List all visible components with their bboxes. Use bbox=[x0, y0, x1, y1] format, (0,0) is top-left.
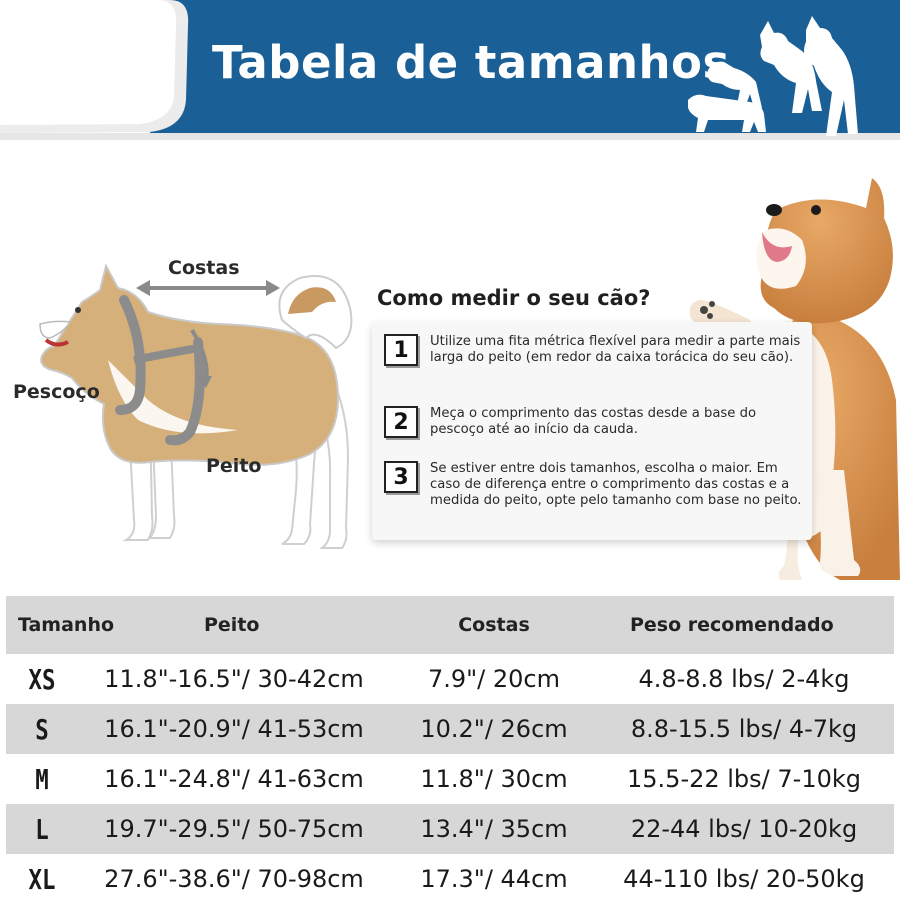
header-weight: Peso recomendado bbox=[630, 614, 834, 636]
chest-cell: 27.6"-38.6"/ 70-98cm bbox=[104, 865, 364, 893]
back-cell: 17.3"/ 44cm bbox=[420, 865, 568, 893]
weight-cell: 44-110 lbs/ 20-50kg bbox=[623, 865, 865, 893]
back-cell: 7.9"/ 20cm bbox=[427, 665, 561, 693]
table-row bbox=[6, 654, 894, 704]
header-banner bbox=[0, 0, 900, 140]
table-row bbox=[6, 754, 894, 804]
table-row bbox=[6, 854, 894, 900]
back-measure-arrow bbox=[136, 280, 280, 296]
page-title: Tabela de tamanhos bbox=[212, 36, 730, 89]
step-number-badge: 2 bbox=[384, 406, 418, 438]
table-header bbox=[6, 596, 894, 654]
step-text: Utilize uma fita métrica flexível para medir a parte mais larga do peito (em redor da caixa torácica do seu cão). bbox=[430, 334, 801, 365]
header-size: Tamanho bbox=[17, 614, 115, 636]
size-table bbox=[6, 596, 894, 900]
back-cell: 13.4"/ 35cm bbox=[420, 815, 568, 843]
header-back: Costas bbox=[458, 614, 530, 636]
chest-cell: 16.1"-24.8"/ 41-63cm bbox=[104, 765, 364, 793]
table-row bbox=[6, 804, 894, 854]
step-text: Se estiver entre dois tamanhos, escolha o maior. Em caso de diferença entre o comprimento das costas e a medida do peito, opte pelo tamanho com base no peito. bbox=[430, 461, 802, 508]
step-number-badge: 3 bbox=[384, 461, 418, 493]
step-2 bbox=[384, 406, 808, 438]
chest-cell: 11.8"-16.5"/ 30-42cm bbox=[104, 665, 364, 693]
size-cell: XS bbox=[28, 662, 56, 696]
size-cell: XL bbox=[28, 862, 56, 896]
neck-label: Pescoço bbox=[13, 381, 100, 403]
step-number-badge: 1 bbox=[384, 334, 418, 366]
weight-cell: 8.8-15.5 lbs/ 4-7kg bbox=[630, 715, 858, 743]
weight-cell: 15.5-22 lbs/ 7-10kg bbox=[627, 765, 861, 793]
chest-cell: 16.1"-20.9"/ 41-53cm bbox=[104, 715, 364, 743]
chest-cell: 19.7"-29.5"/ 50-75cm bbox=[104, 815, 364, 843]
step-3 bbox=[384, 461, 808, 509]
step-text: Meça o comprimento das costas desde a base do pescoço até ao início da cauda. bbox=[430, 406, 757, 437]
chest-label: Peito bbox=[206, 455, 262, 477]
size-cell: S bbox=[35, 712, 49, 746]
instructions-title: Como medir o seu cão? bbox=[377, 286, 651, 310]
back-cell: 11.8"/ 30cm bbox=[420, 765, 568, 793]
step-1 bbox=[384, 334, 808, 366]
back-cell: 10.2"/ 26cm bbox=[420, 715, 568, 743]
back-label: Costas bbox=[168, 257, 240, 279]
instructions-card bbox=[372, 322, 812, 540]
size-cell: M bbox=[35, 762, 49, 796]
table-row bbox=[6, 704, 894, 754]
size-cell: L bbox=[35, 812, 49, 846]
weight-cell: 22-44 lbs/ 10-20kg bbox=[630, 815, 858, 843]
header-chest: Peito bbox=[204, 614, 260, 636]
weight-cell: 4.8-8.8 lbs/ 2-4kg bbox=[638, 665, 850, 693]
